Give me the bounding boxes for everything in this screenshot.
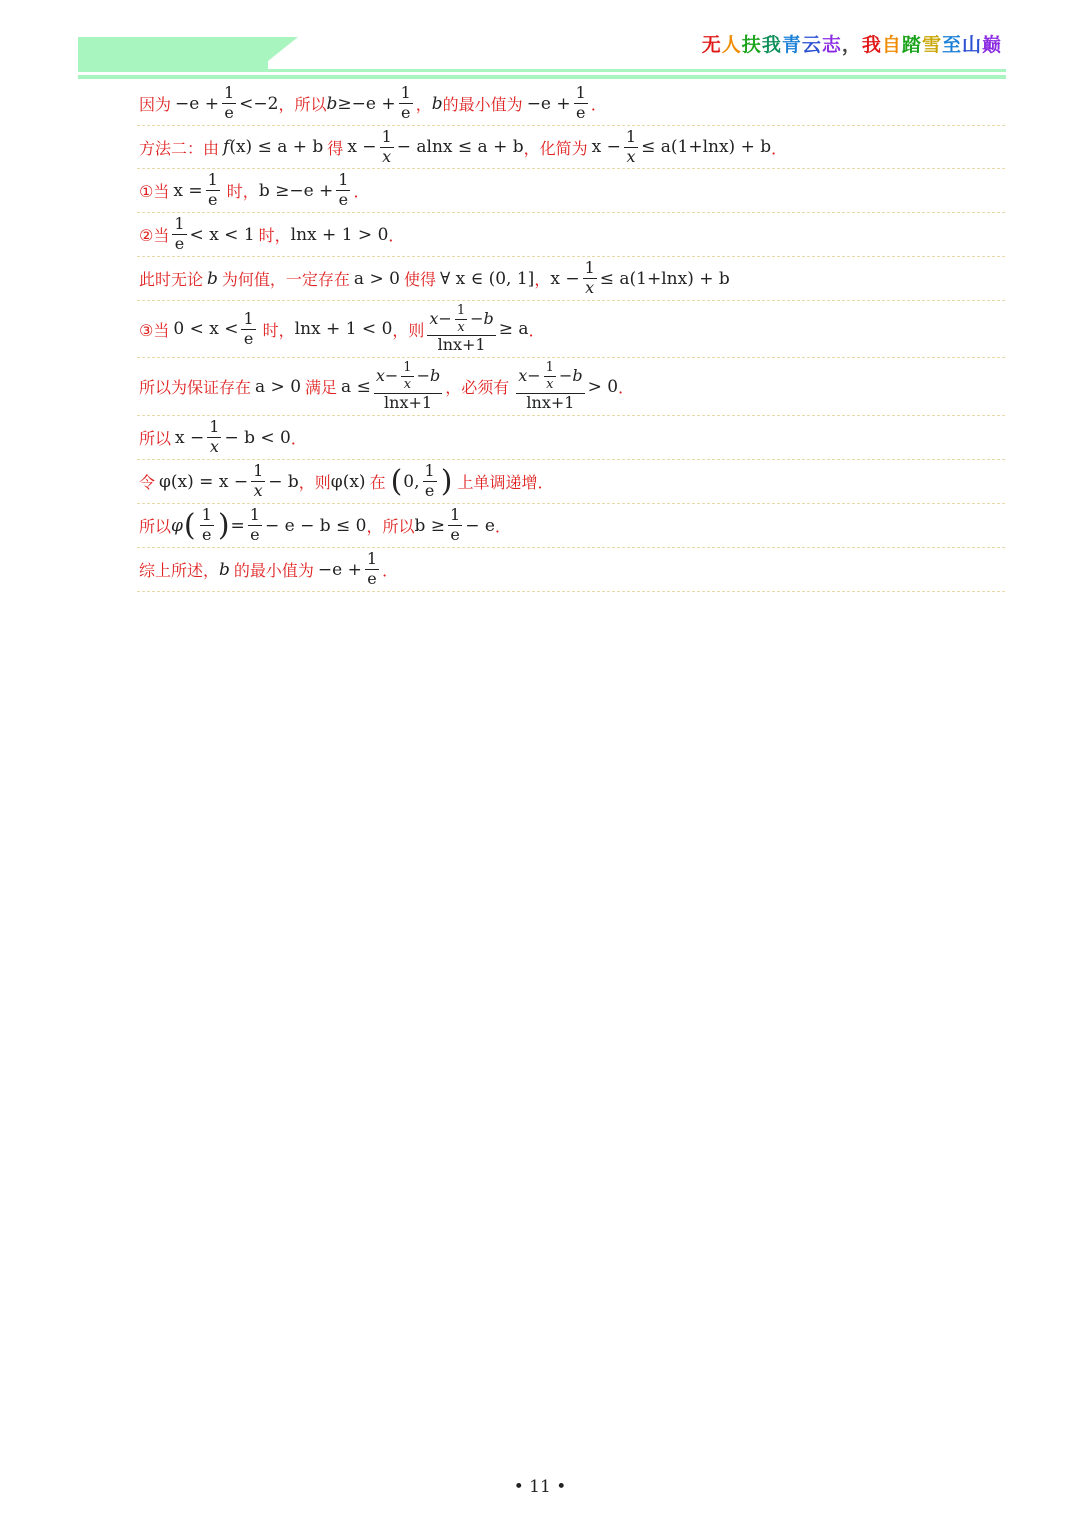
numerator: 1 xyxy=(625,126,637,146)
text: ③当 xyxy=(139,320,170,340)
fraction xyxy=(248,507,262,544)
fraction xyxy=(574,85,588,122)
numerator: 1 xyxy=(338,170,349,190)
math: − e xyxy=(465,515,495,536)
motto-char: 青 xyxy=(781,34,802,56)
solution-line-1 xyxy=(137,82,1005,126)
fraction xyxy=(365,551,379,588)
solution-line-3 xyxy=(137,169,1005,213)
denominator: e xyxy=(202,525,212,544)
header-rule-bottom xyxy=(78,75,1006,79)
solution-line-11 xyxy=(137,548,1005,592)
math-var: b xyxy=(431,93,443,114)
math: 0 < x < xyxy=(173,319,239,339)
math: > 0 xyxy=(587,376,619,397)
text: ． xyxy=(353,182,370,201)
motto-char: 踏 xyxy=(901,34,922,56)
denominator: x xyxy=(253,481,263,500)
fraction xyxy=(251,463,265,500)
fraction xyxy=(207,419,221,456)
math: −b xyxy=(470,308,494,328)
denominator: lnx+1 xyxy=(526,392,575,412)
math: x − xyxy=(347,137,377,157)
math: x − xyxy=(550,268,580,289)
text: 令 xyxy=(139,473,156,492)
math: < x < 1 xyxy=(189,224,255,245)
inner-fraction xyxy=(544,361,556,391)
text: ． xyxy=(388,226,405,245)
math: − alnx ≤ a + b xyxy=(396,137,524,157)
motto-char: 自 xyxy=(881,34,902,56)
numerator: 1 xyxy=(575,83,586,103)
text: ， xyxy=(534,270,551,289)
inner-fraction xyxy=(455,304,467,334)
denominator: e xyxy=(576,103,586,122)
motto-char: 山 xyxy=(961,34,982,56)
math-func: f xyxy=(223,137,230,157)
header-tab-slope xyxy=(258,37,298,69)
denominator: e xyxy=(424,481,435,500)
numerator: 1 xyxy=(366,549,378,569)
motto-char: 志 xyxy=(821,34,842,56)
solution-line-7 xyxy=(137,358,1005,416)
math: b ≥ xyxy=(414,515,446,536)
text: ． xyxy=(290,429,307,448)
math: x − xyxy=(591,137,621,157)
solution-line-8 xyxy=(137,416,1005,460)
text: 此时无论 xyxy=(139,270,204,289)
fraction xyxy=(200,507,214,544)
text: ，则 xyxy=(392,320,425,340)
denominator: e xyxy=(450,525,460,544)
inner-fraction xyxy=(401,361,413,391)
text: 方法二：由 xyxy=(139,138,220,158)
math: 0, xyxy=(403,471,420,492)
text: 时， xyxy=(262,320,295,340)
text: ． xyxy=(528,320,545,340)
motto-char: 云 xyxy=(801,34,822,56)
denominator: x xyxy=(403,377,412,393)
numerator: 1 xyxy=(545,360,554,376)
math: −e + xyxy=(526,93,571,114)
text: 的最小值为 xyxy=(233,561,314,580)
math: ∀ x ∈ (0, 1] xyxy=(439,268,535,289)
math: x− xyxy=(429,308,452,328)
motto-char: 无 xyxy=(701,34,722,56)
numerator: 1 xyxy=(223,83,235,103)
math: − e − b ≤ 0 xyxy=(264,515,367,536)
solution-line-2 xyxy=(137,126,1005,169)
text: ． xyxy=(494,517,511,536)
math: φ(x) xyxy=(330,471,366,492)
text: 综上所述， xyxy=(139,561,220,580)
fraction xyxy=(222,85,236,122)
fraction xyxy=(448,507,462,544)
motto-char: 巅 xyxy=(981,34,1002,56)
text: 时， xyxy=(258,226,291,245)
solution-line-4 xyxy=(137,213,1005,257)
fraction xyxy=(423,463,437,500)
motto-char: 我 xyxy=(761,34,782,56)
text: 所以 xyxy=(139,517,172,536)
fraction xyxy=(399,85,413,122)
numerator xyxy=(427,304,495,336)
header-tab-decoration xyxy=(78,37,268,69)
math: ≥−e + xyxy=(337,93,396,114)
denominator: x xyxy=(209,437,219,456)
math: lnx + 1 < 0 xyxy=(294,319,393,339)
numerator: 1 xyxy=(381,126,392,146)
math: −e + xyxy=(175,93,219,114)
page-header xyxy=(0,0,1080,90)
motto-char: 扶 xyxy=(741,34,762,56)
text: 的最小值为 xyxy=(442,95,523,114)
text: 时， xyxy=(226,182,259,201)
denominator: lnx+1 xyxy=(384,392,433,412)
numerator: 1 xyxy=(201,505,212,525)
math: (x) ≤ a + b xyxy=(229,137,324,157)
close-paren: ) xyxy=(440,463,453,499)
solution-line-5 xyxy=(137,257,1005,301)
numerator: 1 xyxy=(253,461,264,481)
motto-char: 我 xyxy=(861,34,882,56)
numerator: 1 xyxy=(400,83,411,103)
math: φ xyxy=(171,515,183,536)
denominator: e xyxy=(243,328,254,348)
motto-char: 至 xyxy=(941,34,962,56)
solution-line-6 xyxy=(137,301,1005,358)
math: a > 0 xyxy=(353,268,400,289)
numerator xyxy=(374,361,442,393)
numerator: 1 xyxy=(174,214,185,234)
math: x − xyxy=(175,427,205,448)
numerator: 1 xyxy=(249,505,260,525)
math: ≥ a xyxy=(498,319,529,339)
text: 得 xyxy=(327,138,344,158)
denominator: e xyxy=(250,525,260,544)
text: ①当 xyxy=(139,182,170,201)
solution-content xyxy=(137,82,1005,592)
text: ． xyxy=(771,138,788,158)
text: 使得 xyxy=(403,270,436,289)
denominator: e xyxy=(367,569,377,588)
numerator: 1 xyxy=(584,258,595,278)
text: ②当 xyxy=(139,226,170,245)
fraction xyxy=(583,260,597,297)
open-paren: ( xyxy=(390,463,403,499)
math: − b xyxy=(268,471,299,492)
fraction xyxy=(380,126,394,166)
denominator: x xyxy=(626,146,636,166)
motto-char: 人 xyxy=(721,34,742,56)
numerator: 1 xyxy=(424,461,435,481)
text: 所以为保证存在 xyxy=(139,378,252,397)
denominator: e xyxy=(207,190,218,209)
denominator: x xyxy=(457,319,465,335)
math-var: b xyxy=(326,93,338,114)
math-var: b xyxy=(207,268,218,289)
math: −b xyxy=(416,366,441,386)
numerator: 1 xyxy=(450,505,461,525)
denominator: e xyxy=(338,190,349,209)
math: = xyxy=(230,515,245,536)
close-paren: ) xyxy=(217,507,230,543)
math: −e + xyxy=(317,559,362,580)
text: 因为 xyxy=(139,95,172,114)
math: b ≥−e + xyxy=(258,180,334,201)
numerator: 1 xyxy=(403,360,412,376)
math: a ≤ xyxy=(341,376,371,397)
compound-fraction xyxy=(516,361,584,411)
math-var: b xyxy=(219,559,230,580)
numerator: 1 xyxy=(209,417,220,437)
text: ，必须有 xyxy=(445,378,510,397)
text: 上单调递增． xyxy=(457,473,554,492)
text: ， xyxy=(415,95,432,114)
text: ． xyxy=(590,95,607,114)
numerator: 1 xyxy=(456,302,466,318)
solution-line-9 xyxy=(137,460,1005,504)
fraction xyxy=(206,172,220,209)
solution-line-10 xyxy=(137,504,1005,548)
text: ． xyxy=(618,378,635,397)
denominator: e xyxy=(400,103,411,122)
math: −b xyxy=(558,366,583,386)
numerator: 1 xyxy=(243,308,254,328)
math: <−2 xyxy=(239,93,279,114)
text: 为何值，一定存在 xyxy=(221,270,350,289)
denominator: e xyxy=(224,103,234,122)
math: φ(x) = x − xyxy=(159,471,249,492)
math: ≤ a(1+lnx) + b xyxy=(641,137,772,157)
header-motto xyxy=(702,30,1002,57)
header-rule-top xyxy=(78,69,1006,72)
math: a > 0 xyxy=(255,376,302,397)
denominator: x xyxy=(546,377,554,393)
page-number: • 11 • xyxy=(513,1477,567,1497)
compound-fraction xyxy=(427,304,495,354)
fraction xyxy=(624,126,638,166)
compound-fraction xyxy=(374,361,442,411)
math: x− xyxy=(518,366,541,386)
motto-char: 雪 xyxy=(921,34,942,56)
math: x− xyxy=(375,366,399,386)
numerator xyxy=(516,361,584,393)
numerator: 1 xyxy=(207,170,218,190)
text: 在 xyxy=(369,473,386,492)
text: ，化简为 xyxy=(523,138,588,158)
motto-char: ， xyxy=(841,34,862,56)
denominator: x xyxy=(382,146,392,166)
denominator: x xyxy=(585,278,595,297)
text: ，则 xyxy=(298,473,331,492)
text: 所以 xyxy=(139,429,172,448)
text: ． xyxy=(382,561,399,580)
fraction xyxy=(172,216,186,253)
math: lnx + 1 > 0 xyxy=(290,224,389,245)
denominator: e xyxy=(174,234,185,253)
math: x = xyxy=(173,180,203,201)
fraction xyxy=(336,172,350,209)
text: ，所以 xyxy=(366,517,415,536)
math: − b < 0 xyxy=(224,427,291,448)
fraction xyxy=(241,308,255,348)
denominator: lnx+1 xyxy=(437,335,486,355)
text: ，所以 xyxy=(278,95,327,114)
open-paren: ( xyxy=(183,507,196,543)
math: ≤ a(1+lnx) + b xyxy=(599,268,730,289)
text: 满足 xyxy=(305,378,338,397)
